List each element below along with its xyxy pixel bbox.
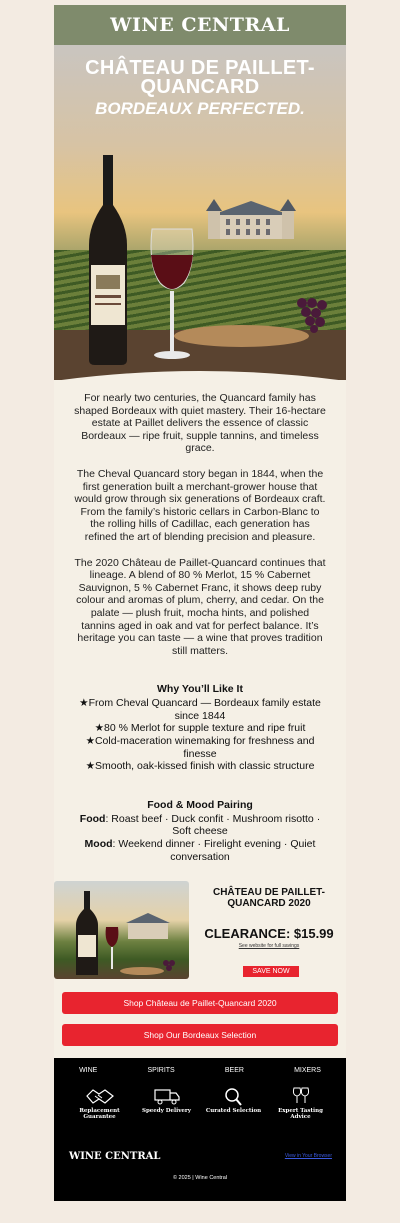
truck-icon: [152, 1086, 182, 1106]
mood-text: : Weekend dinner · Firelight evening · Quiet conversation: [112, 838, 316, 863]
handshake-icon: [85, 1086, 115, 1106]
why-heading: Why You’ll Like It: [157, 683, 243, 696]
shop-wine-button[interactable]: Shop Château de Paillet-Quancard 2020: [62, 992, 338, 1014]
feature-curated: [206, 1086, 262, 1120]
grapes-illustration: [292, 293, 332, 333]
footer-nav-spirits[interactable]: SPIRITS: [147, 1067, 175, 1074]
footer-nav-wine[interactable]: WINE: [79, 1067, 98, 1074]
feature-expert: [273, 1086, 329, 1120]
why-item: ★80 % Merlot for supple texture and ripe fruit: [94, 722, 306, 735]
email-container: [54, 5, 346, 1201]
food-label: Food: [79, 812, 106, 825]
hero-curve-divider: [54, 367, 346, 380]
why-item: ★From Cheval Quancard — Bordeaux family estate since 1844: [79, 697, 321, 722]
product-image[interactable]: [54, 881, 189, 979]
hero-subtitle: BORDEAUX PERFECTED.: [95, 99, 305, 118]
pairing-heading: Food & Mood Pairing: [147, 798, 253, 811]
save-now-button[interactable]: SAVE NOW: [243, 966, 299, 977]
wine-glass-illustration: [146, 225, 198, 365]
feature-replacement: [72, 1086, 128, 1120]
product-price: CLEARANCE: $15.99: [204, 926, 334, 942]
footer-features: [54, 1074, 346, 1120]
feature-label: Replacement Guarantee: [79, 1108, 120, 1120]
feature-label: Expert Tasting Advice: [278, 1108, 323, 1120]
magnifier-icon: [219, 1086, 249, 1106]
wine-bottle-illustration: [87, 155, 129, 365]
pairing-mood: [54, 838, 346, 863]
intro-paragraph: The 2020 Château de Paillet-Quancard continues that lineage. A blend of 80 % Merlot, 15 % Cabernet Sauvignon, 5 % Cabernet Franc, it shows deep ruby colour and aromas of plum, cherry, and cedar. On the palate — plush fruit, mocha hints, and polished tannins aged in oak and vat for perfect balance. It’s heritage you can taste — a wine that proves tradition still matters.: [74, 556, 326, 657]
copyright: © 2025 | Wine Central: [172, 1175, 228, 1181]
footer-nav: [54, 1058, 346, 1074]
why-item: ★Smooth, oak-kissed finish with classic structure: [85, 760, 315, 773]
feature-label: Curated Selection: [205, 1108, 262, 1114]
footer-nav-beer[interactable]: BEER: [224, 1067, 244, 1074]
product-card: [54, 881, 346, 979]
why-item: ★Cold-maceration winemaking for freshness and finesse: [85, 735, 315, 760]
intro-paragraph: The Cheval Quancard story began in 1844, when the first generation built a merchant-grower house that would grow through six generations of Bordeaux craft. From the family’s historic cellars in Carbon-Blanc to the rolling hills of Cadillac, each generation has refined the art of blending precision and pleasure.: [74, 467, 326, 543]
pairing-food: [54, 813, 346, 838]
view-in-browser-link[interactable]: View in Your Browser: [284, 1153, 332, 1159]
brand-logo[interactable]: WINE CENTRAL: [110, 14, 290, 36]
shop-bordeaux-button[interactable]: Shop Our Bordeaux Selection: [62, 1024, 338, 1046]
intro-copy: [54, 380, 346, 657]
hero-title: CHÂTEAU DE PAILLET-QUANCARD: [85, 57, 315, 98]
footer: [54, 1058, 346, 1201]
footer-logo[interactable]: WINE CENTRAL: [69, 1151, 161, 1162]
footer-nav-mixers[interactable]: MIXERS: [294, 1067, 321, 1074]
wine-glasses-icon: [286, 1086, 316, 1106]
chateau-illustration: [206, 195, 296, 241]
food-text: : Roast beef · Duck confit · Mushroom risotto · Soft cheese: [105, 812, 321, 838]
feature-label: Speedy Delivery: [141, 1108, 191, 1114]
header-bar: [54, 5, 346, 45]
feature-delivery: [139, 1086, 195, 1120]
intro-paragraph: For nearly two centuries, the Quancard family has shaped Bordeaux with quiet mastery. Their 16-hectare estate at Paillet delivers the essence of classic Bordeaux — ripe fruit, supple tannins, and timeless grace.: [74, 392, 326, 455]
hero-image: [54, 45, 346, 380]
savings-note-link[interactable]: See website for full savings: [238, 943, 300, 950]
why-list: [54, 697, 346, 773]
product-scene-illustration: [54, 881, 189, 979]
mood-label: Mood: [84, 838, 113, 851]
product-name: CHÂTEAU DE PAILLET-QUANCARD 2020: [212, 887, 326, 910]
